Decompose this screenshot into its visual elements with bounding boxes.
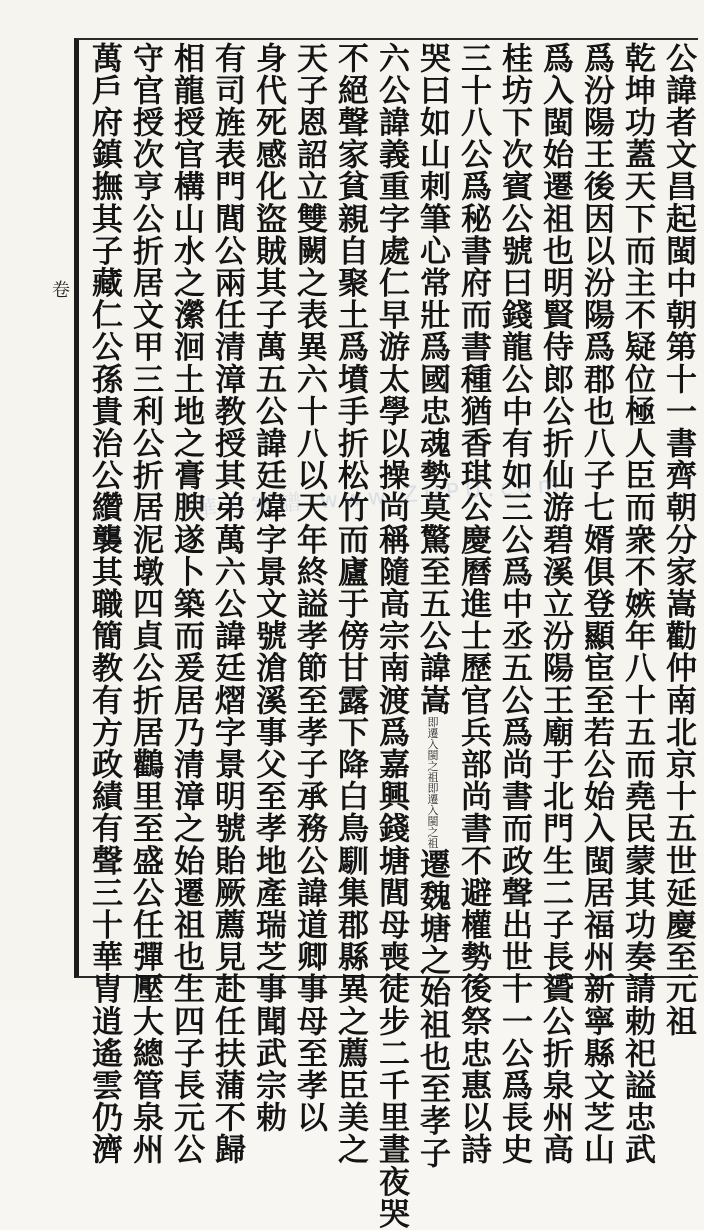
text-column-11: 身代死感化盜賊其子萬五公諱廷煒字景文號滄溪事父至孝地產瑞芝事聞武宗勅 (250, 42, 286, 1134)
text-column-14: 守官授次亨公折居文甲三利公折居泥墩四貞公折居鸛里至盛公任彈壓大總管泉州 (127, 42, 163, 1166)
text-column-6: 三十八公爲秘書府而書種猶香琪公慶曆進士歷官兵部尚書不避權勢後祭忠惠以詩 (455, 42, 491, 1166)
text-column-1: 公諱者文昌起閩中朝第十一書齊朝分家嵩勸仲南北京十五世延慶至元祖 (660, 42, 696, 1038)
text-column-13: 相龍授官構山水之瀠洄土地之膏腴遂卜築而爰居乃清漳之始遷祖也生四子長元公 (168, 42, 204, 1166)
text-column-2: 乾坤功蓋天下而主不疑位極人臣而衆不嫉年八十五而堯民蒙其功奏請勅祀謚忠武 (619, 42, 655, 1166)
inline-annotation: 即遷入閩之祖即遷入閩之祖 (426, 716, 439, 849)
text-column-12: 有司旌表門閭公兩任清漳教授其弟萬六公諱廷熠字景明號貽厥薦見赴任扶蒲不歸 (209, 42, 245, 1166)
text-column-8: 六公諱義重字處仁早游太學以操尚稱隨高宗南渡爲嘉興錢塘閭母喪徒步二千里晝夜哭 (373, 42, 409, 1230)
watermark: 華人家譜 www.ZUPU.com (194, 472, 566, 523)
text-column-7: 哭曰如山刺筆心常壯爲國忠魂勢莫驚至五公諱嵩即遷入閩之祖即遷入閩之祖遷魏塘之始祖也至孝子 (414, 42, 450, 1170)
margin-mark: 卷 (52, 280, 70, 301)
text-column-15: 萬戶府鎮撫其子藏仁公孫貴治公纘襲其職簡教有方政績有聲三十華胄逍遙雲仍濟 (86, 42, 122, 1166)
text-column-5: 桂坊下次賓公號曰錢龍公中有如三公爲中丞五公爲尚書而政聲出世十一公爲長史 (496, 42, 532, 1166)
text-column-4: 爲入閩始遷祖也明賢侍郎公折仙游碧溪立汾陽王廟于北門生二子長贇公折泉州高 (537, 42, 573, 1166)
text-column-10: 天子恩詔立雙闕之表異六十八以天年終謚孝節至孝子承務公諱道卿事母至孝以 (291, 42, 327, 1134)
text-column-3: 爲汾陽王後因以汾陽爲郡也八子七婿俱登顯宦至若公始入閩居福州新寧縣文芝山 (578, 42, 614, 1166)
text-column-9: 不絕聲家貧親自聚土爲墳手折松竹而廬于傍甘露下降白鳥馴集郡縣異之薦臣美之 (332, 42, 368, 1166)
